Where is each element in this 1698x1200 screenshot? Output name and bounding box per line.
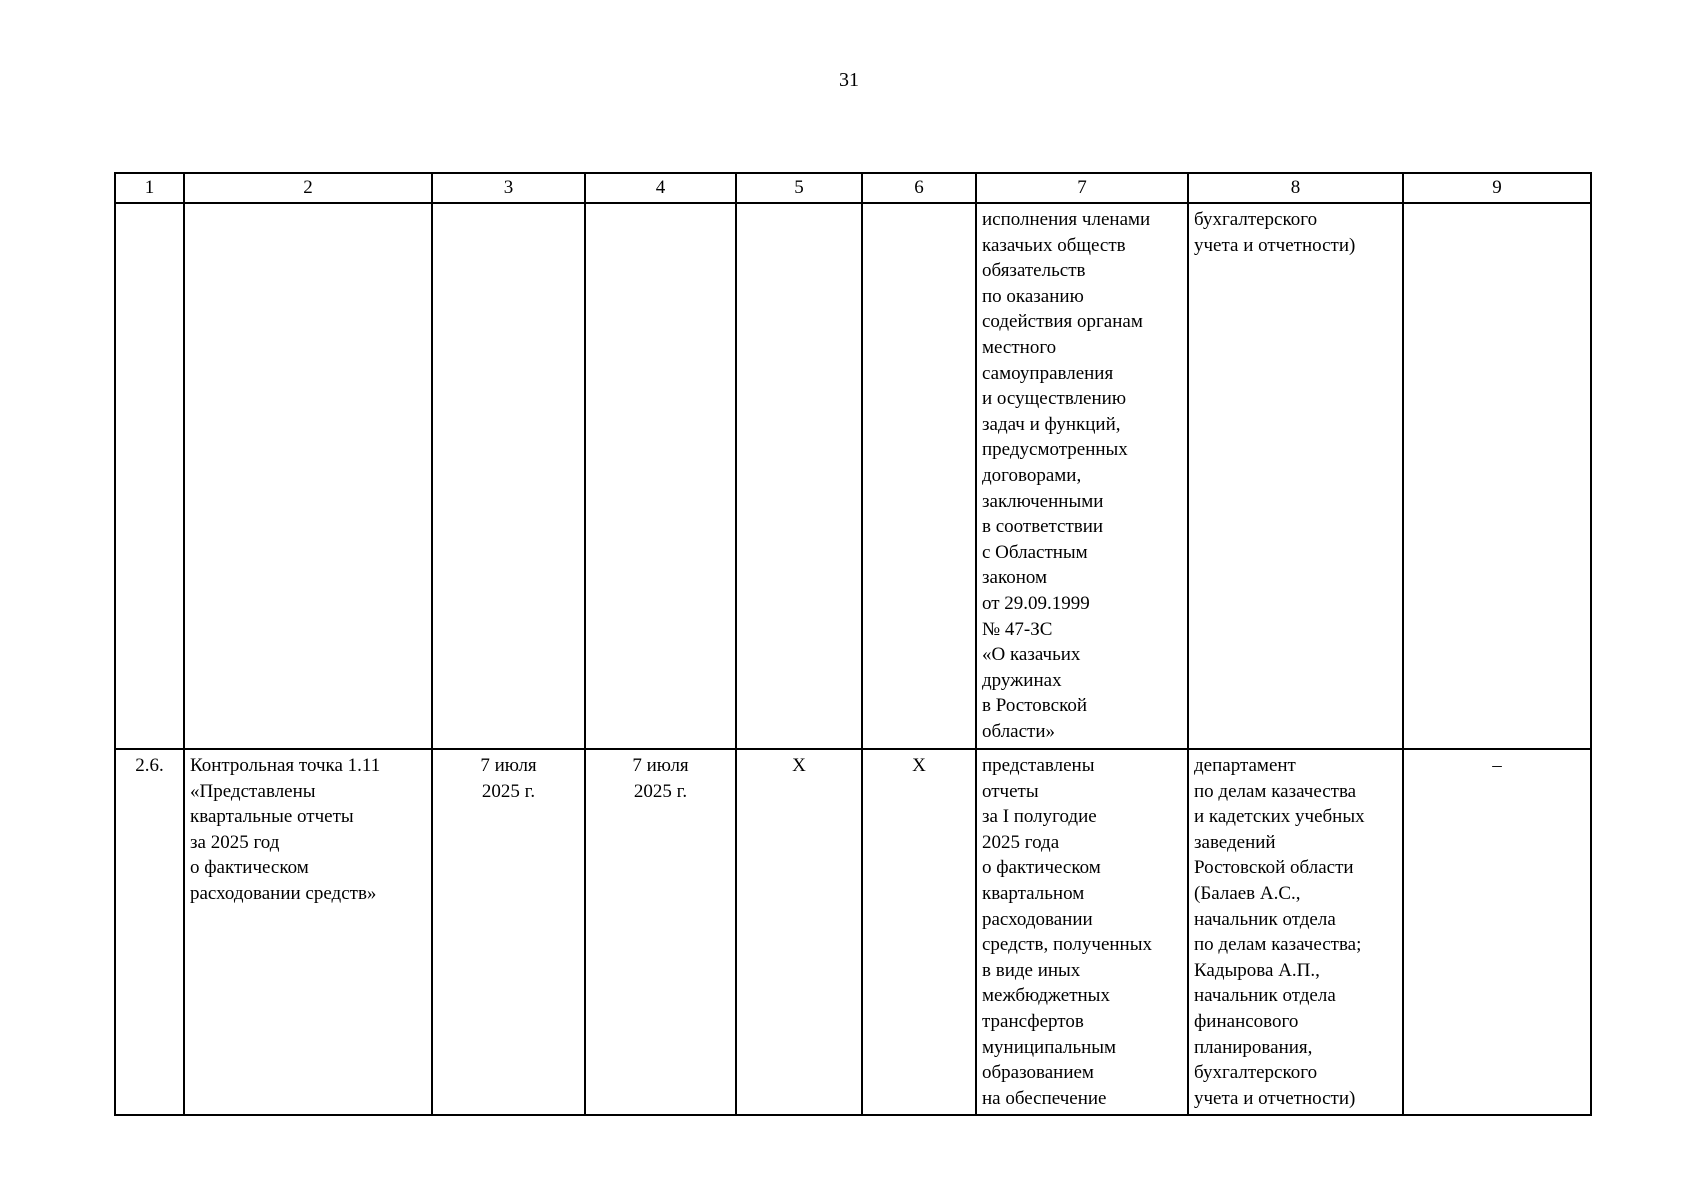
text-line: задач и функций, [982,413,1121,435]
text-line: дружинах [982,669,1062,691]
text-line: 2025 г. [481,780,536,802]
text-line: по делам казачества [1194,780,1357,802]
text-line: департамент [1194,755,1296,776]
responsible-cell [1188,203,1403,749]
text-line: Ростовской области [1194,857,1354,879]
result-cell [976,203,1188,749]
text-line: от 29.09.1999 [982,592,1090,614]
text-line: начальник отдела [1194,985,1336,1007]
text-line: о фактическом [190,857,309,879]
text-line: финансового [1194,1010,1299,1032]
text-line: (Балаев А.С., [1194,882,1301,904]
text-line: бухгалтерского [1194,1062,1318,1084]
column-header: 2 [184,173,432,203]
text-line: по оказанию [982,285,1084,307]
table-cell [736,203,862,749]
text-line: содействия органам [982,311,1143,333]
text-line: расходовании [982,908,1093,930]
column-header: 6 [862,173,976,203]
item-number-cell: 2.6. [115,749,184,1115]
text-line: договорами, [982,464,1082,486]
table-cell [115,203,184,749]
text-line: № 47-ЗС [982,618,1053,640]
text-line: представлены [982,755,1095,776]
result-cell [976,749,1188,1115]
text-line: 2025 года [982,831,1060,853]
text-line: в соответствии [982,516,1104,538]
column-header: 8 [1188,173,1403,203]
text-line: 7 июля [480,755,537,776]
text-line: местного [982,336,1057,358]
table-cell [184,203,432,749]
plan-table [114,172,1592,1116]
text-line: по делам казачества; [1194,934,1362,956]
text-line: межбюджетных [982,985,1110,1007]
table-cell [862,203,976,749]
text-line: отчеты [982,780,1039,802]
page-number: 31 [839,69,859,91]
text-line: заключенными [982,490,1104,512]
text-line: образованием [982,1062,1094,1084]
table-cell: Х [736,749,862,1115]
text-line: в Ростовской [982,695,1088,717]
text-line: обязательств [982,260,1086,282]
text-line: учета и отчетности) [1194,1087,1356,1109]
text-line: учета и отчетности) [1194,234,1356,256]
table-row [115,749,1591,1115]
text-line: Кадырова А.П., [1194,959,1320,981]
text-line: и осуществлению [982,388,1127,410]
text-line: «О казачьих [982,644,1081,666]
text-line: трансфертов [982,1010,1084,1032]
text-line: о фактическом [982,857,1101,879]
column-header: 9 [1403,173,1591,203]
text-line: квартальные отчеты [190,806,354,828]
text-line: и кадетских учебных [1194,806,1365,828]
text-line: за 2025 год [190,831,280,853]
start-date-cell [432,749,585,1115]
text-line: бухгалтерского [1194,209,1318,230]
column-header: 4 [585,173,736,203]
table-cell: – [1403,749,1591,1115]
responsible-cell [1188,749,1403,1115]
table-cell [432,203,585,749]
event-name-cell [184,749,432,1115]
table-cell: Х [862,749,976,1115]
text-line: в виде иных [982,959,1081,981]
text-line: заведений [1194,831,1276,853]
text-line: 2025 г. [633,780,688,802]
table-cell [585,203,736,749]
text-line: предусмотренных [982,439,1128,461]
text-line: средств, полученных [982,934,1152,956]
column-header: 7 [976,173,1188,203]
text-line: казачьих обществ [982,234,1126,256]
text-line: расходовании средств» [190,882,377,904]
end-date-cell [585,749,736,1115]
column-header: 3 [432,173,585,203]
text-line: муниципальным [982,1036,1117,1058]
text-line: за I полугодие [982,806,1097,828]
text-line: исполнения членами [982,209,1151,230]
table-header-row [115,173,1591,203]
text-line: начальник отдела [1194,908,1336,930]
column-header: 1 [115,173,184,203]
text-line: области» [982,720,1056,742]
text-line: самоуправления [982,362,1114,384]
text-line: Контрольная точка 1.11 [190,755,381,776]
text-line: 7 июля [632,755,689,776]
text-line: с Областным [982,541,1088,563]
text-line: квартальном [982,882,1085,904]
text-line: «Представлены [190,780,316,802]
text-line: законом [982,567,1048,589]
column-header: 5 [736,173,862,203]
table-cell [1403,203,1591,749]
table-row [115,203,1591,749]
text-line: на обеспечение [982,1087,1107,1109]
text-line: планирования, [1194,1036,1313,1058]
